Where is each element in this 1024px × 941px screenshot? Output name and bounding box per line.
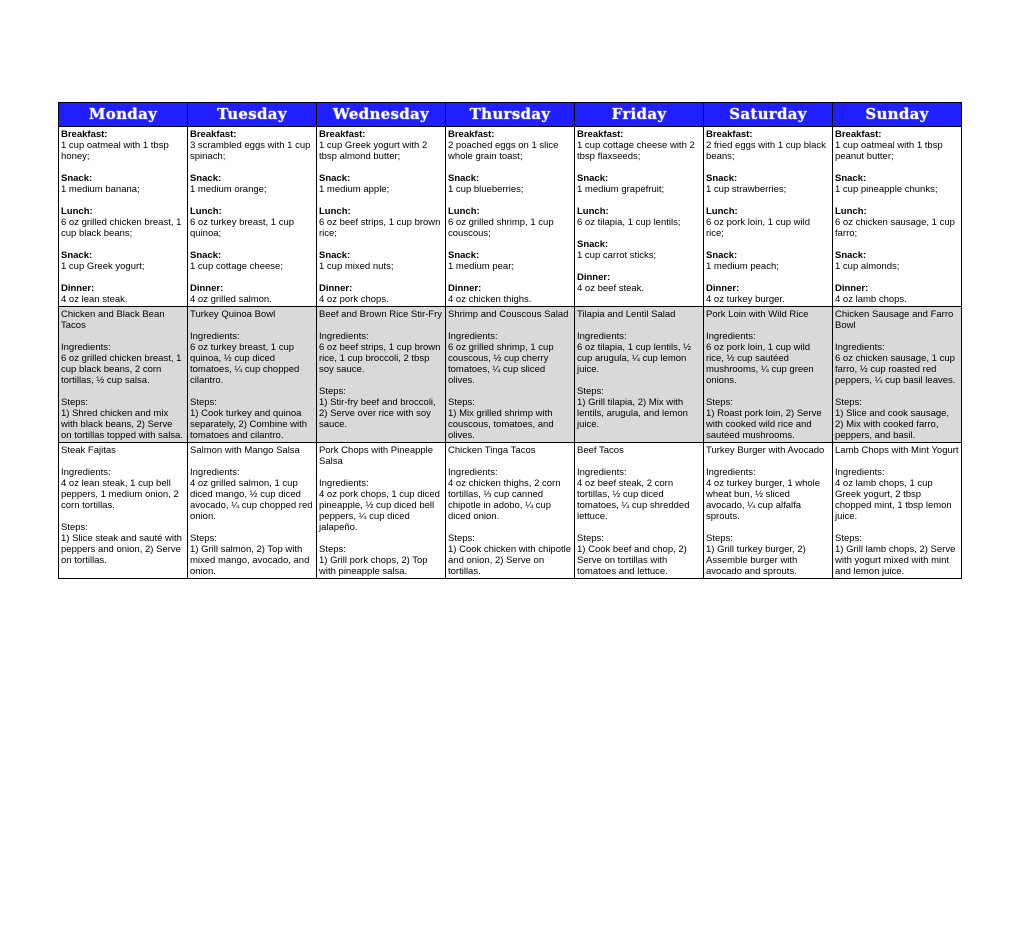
steps-label: Steps: — [190, 533, 217, 544]
lunch-label: Lunch: — [190, 206, 222, 217]
ingredients-text: 4 oz lamb chops, 1 cup Greek yogurt, 2 tbsp chopped mint, 1 tbsp lemon juice. — [835, 478, 952, 522]
snack1-text: 1 medium apple; — [319, 184, 390, 195]
recipe-title: Chicken and Black Bean Tacos — [61, 309, 165, 331]
steps-label: Steps: — [448, 397, 475, 408]
ingredients-label: Ingredients: — [319, 478, 369, 489]
dinner-text: 4 oz grilled salmon. — [190, 294, 272, 305]
steps-text: 1) Grill pork chops, 2) Top with pineapple salsa. — [319, 555, 428, 577]
lunch-recipe-cell-friday — [575, 307, 704, 443]
ingredients-label: Ingredients: — [190, 467, 240, 478]
day-header-friday: Friday — [575, 103, 704, 127]
meal-block-breakfast — [835, 129, 959, 162]
steps-label: Steps: — [706, 397, 733, 408]
day-header-tuesday: Tuesday — [188, 103, 317, 127]
breakfast-label: Breakfast: — [319, 129, 366, 140]
meal-block-snack1 — [190, 173, 314, 195]
meal-cell-saturday — [704, 127, 833, 307]
dinner-recipe-cell-sunday — [833, 443, 962, 579]
snack2-text: 1 medium peach; — [706, 261, 779, 272]
snack2-text: 1 medium pear; — [448, 261, 515, 272]
dinner-recipe-cell-monday — [59, 443, 188, 579]
recipe-title: Chicken Sausage and Farro Bowl — [835, 309, 954, 331]
day-header-monday: Monday — [59, 103, 188, 127]
meal-block-dinner — [190, 283, 314, 305]
meal-block-breakfast — [577, 129, 701, 162]
steps-label: Steps: — [577, 533, 604, 544]
steps-label: Steps: — [835, 397, 862, 408]
breakfast-text: 1 cup cottage cheese with 2 tbsp flaxseeds; — [577, 140, 695, 162]
ingredients-label: Ingredients: — [577, 331, 627, 342]
meal-cell-friday — [575, 127, 704, 307]
lunch-text: 6 oz grilled shrimp, 1 cup couscous; — [448, 217, 554, 239]
snack1-label: Snack: — [190, 173, 222, 184]
recipe-title: Turkey Burger with Avocado — [706, 445, 825, 456]
meal-block-lunch — [577, 206, 701, 228]
breakfast-text: 3 scrambled eggs with 1 cup spinach; — [190, 140, 311, 162]
snack2-label: Snack: — [448, 250, 480, 261]
snack2-label: Snack: — [835, 250, 867, 261]
lunch-text: 6 oz tilapia, 1 cup lentils; — [577, 217, 681, 228]
meal-cell-wednesday — [317, 127, 446, 307]
day-header-wednesday: Wednesday — [317, 103, 446, 127]
snack1-text: 1 cup strawberries; — [706, 184, 787, 195]
lunch-label: Lunch: — [448, 206, 480, 217]
snack1-text: 1 cup blueberries; — [448, 184, 524, 195]
meal-cell-thursday — [446, 127, 575, 307]
meal-block-snack2 — [448, 250, 572, 272]
meal-block-snack1 — [706, 173, 830, 195]
ingredients-text: 6 oz tilapia, 1 cup lentils, ½ cup arugula, ¼ cup lemon juice. — [577, 342, 692, 375]
snack1-label: Snack: — [577, 173, 609, 184]
steps-text: 1) Cook chicken with chipotle and onion, 2) Serve on tortillas. — [448, 544, 572, 577]
lunch-text: 6 oz beef strips, 1 cup brown rice; — [319, 217, 441, 239]
breakfast-label: Breakfast: — [835, 129, 882, 140]
lunch-recipe-cell-wednesday — [317, 307, 446, 443]
steps-label: Steps: — [448, 533, 475, 544]
snack1-label: Snack: — [61, 173, 93, 184]
breakfast-label: Breakfast: — [190, 129, 237, 140]
ingredients-label: Ingredients: — [835, 342, 885, 353]
dinner-label: Dinner: — [835, 283, 869, 294]
meal-cell-sunday — [833, 127, 962, 307]
lunch-recipe-cell-tuesday — [188, 307, 317, 443]
snack1-text: 1 cup pineapple chunks; — [835, 184, 938, 195]
dinner-label: Dinner: — [706, 283, 740, 294]
ingredients-label: Ingredients: — [61, 467, 111, 478]
meal-block-snack2 — [577, 239, 701, 261]
ingredients-label: Ingredients: — [448, 331, 498, 342]
recipe-title: Turkey Quinoa Bowl — [190, 309, 276, 320]
breakfast-label: Breakfast: — [448, 129, 495, 140]
steps-label: Steps: — [61, 397, 88, 408]
lunch-text: 6 oz grilled chicken breast, 1 cup black beans; — [61, 217, 182, 239]
snack2-label: Snack: — [61, 250, 93, 261]
snack2-text: 1 cup almonds; — [835, 261, 900, 272]
steps-text: 1) Grill salmon, 2) Top with mixed mango, avocado, and onion. — [190, 544, 310, 577]
recipe-title: Beef Tacos — [577, 445, 624, 456]
lunch-text: 6 oz turkey breast, 1 cup quinoa; — [190, 217, 295, 239]
ingredients-label: Ingredients: — [706, 467, 756, 478]
snack1-label: Snack: — [319, 173, 351, 184]
steps-label: Steps: — [61, 522, 88, 533]
snack2-label: Snack: — [190, 250, 222, 261]
ingredients-text: 4 oz lean steak, 1 cup bell peppers, 1 medium onion, 2 corn tortillas. — [61, 478, 179, 511]
recipe-title: Pork Loin with Wild Rice — [706, 309, 809, 320]
snack2-text: 1 cup cottage cheese; — [190, 261, 283, 272]
ingredients-label: Ingredients: — [61, 342, 111, 353]
lunch-label: Lunch: — [61, 206, 93, 217]
ingredients-text: 6 oz grilled chicken breast, 1 cup black beans, 2 corn tortillas, ½ cup salsa. — [61, 353, 182, 386]
breakfast-label: Breakfast: — [706, 129, 753, 140]
dinner-recipes-row — [59, 443, 962, 579]
recipe-title: Chicken Tinga Tacos — [448, 445, 536, 456]
ingredients-label: Ingredients: — [319, 331, 369, 342]
snack2-label: Snack: — [319, 250, 351, 261]
ingredients-text: 6 oz beef strips, 1 cup brown rice, 1 cup broccoli, 2 tbsp soy sauce. — [319, 342, 441, 375]
meal-block-dinner — [577, 272, 701, 294]
steps-text: 1) Slice and cook sausage, 2) Mix with cooked farro, peppers, and basil. — [835, 408, 950, 441]
breakfast-text: 1 cup oatmeal with 1 tbsp peanut butter; — [835, 140, 943, 162]
lunch-text: 6 oz pork loin, 1 cup wild rice; — [706, 217, 811, 239]
dinner-label: Dinner: — [577, 272, 611, 283]
snack2-text: 1 cup Greek yogurt; — [61, 261, 145, 272]
snack1-label: Snack: — [448, 173, 480, 184]
ingredients-text: 4 oz beef steak, 2 corn tortillas, ½ cup diced tomatoes, ¼ cup shredded lettuce. — [577, 478, 690, 522]
meal-block-breakfast — [190, 129, 314, 162]
ingredients-label: Ingredients: — [190, 331, 240, 342]
snack1-text: 1 medium grapefruit; — [577, 184, 665, 195]
steps-text: 1) Grill turkey burger, 2) Assemble burger with avocado and sprouts. — [706, 544, 806, 577]
ingredients-text: 4 oz turkey burger, 1 whole wheat bun, ½ sliced avocado, ¼ cup alfalfa sprouts. — [706, 478, 821, 522]
meal-block-dinner — [319, 283, 443, 305]
breakfast-label: Breakfast: — [577, 129, 624, 140]
meal-block-snack2 — [706, 250, 830, 272]
lunch-recipe-cell-monday — [59, 307, 188, 443]
lunch-text: 6 oz chicken sausage, 1 cup farro; — [835, 217, 955, 239]
breakfast-text: 1 cup Greek yogurt with 2 tbsp almond butter; — [319, 140, 428, 162]
lunch-label: Lunch: — [319, 206, 351, 217]
meal-block-dinner — [448, 283, 572, 305]
meal-block-dinner — [706, 283, 830, 305]
ingredients-text: 6 oz grilled shrimp, 1 cup couscous, ½ cup cherry tomatoes, ¼ cup sliced olives. — [448, 342, 554, 386]
steps-text: 1) Cook turkey and quinoa separately, 2) Combine with tomatoes and cilantro. — [190, 408, 308, 441]
steps-text: 1) Slice steak and sauté with peppers and onion, 2) Serve on tortillas. — [61, 533, 182, 566]
lunch-recipes-row — [59, 307, 962, 443]
dinner-text: 4 oz beef steak. — [577, 283, 645, 294]
meal-plan-table — [58, 102, 962, 579]
lunch-label: Lunch: — [835, 206, 867, 217]
dinner-recipe-cell-thursday — [446, 443, 575, 579]
lunch-label: Lunch: — [706, 206, 738, 217]
breakfast-text: 2 poached eggs on 1 slice whole grain toast; — [448, 140, 559, 162]
dinner-text: 4 oz pork chops. — [319, 294, 389, 305]
ingredients-text: 6 oz chicken sausage, 1 cup farro, ½ cup roasted red peppers, ¼ cup basil leaves. — [835, 353, 956, 386]
meal-block-snack1 — [835, 173, 959, 195]
meal-block-snack2 — [190, 250, 314, 272]
meal-block-snack2 — [835, 250, 959, 272]
dinner-label: Dinner: — [319, 283, 353, 294]
dinner-recipe-cell-tuesday — [188, 443, 317, 579]
snack1-text: 1 medium banana; — [61, 184, 140, 195]
snack2-text: 1 cup mixed nuts; — [319, 261, 394, 272]
ingredients-text: 4 oz pork chops, 1 cup diced pineapple, ½ cup diced bell peppers, ¼ cup diced jalapeño. — [319, 489, 440, 533]
meal-block-lunch — [448, 206, 572, 239]
dinner-recipe-cell-friday — [575, 443, 704, 579]
meal-cell-monday — [59, 127, 188, 307]
meal-block-lunch — [61, 206, 185, 239]
meal-block-dinner — [835, 283, 959, 305]
recipe-title: Lamb Chops with Mint Yogurt — [835, 445, 959, 456]
ingredients-text: 6 oz pork loin, 1 cup wild rice, ½ cup sautéed mushrooms, ¼ cup green onions. — [706, 342, 814, 386]
ingredients-label: Ingredients: — [577, 467, 627, 478]
snack2-label: Snack: — [706, 250, 738, 261]
ingredients-label: Ingredients: — [706, 331, 756, 342]
meal-block-breakfast — [448, 129, 572, 162]
steps-text: 1) Mix grilled shrimp with couscous, tomatoes, and olives. — [448, 408, 554, 441]
meal-block-breakfast — [61, 129, 185, 162]
steps-text: 1) Grill tilapia, 2) Mix with lentils, arugula, and lemon juice. — [577, 397, 688, 430]
steps-label: Steps: — [319, 386, 346, 397]
dinner-text: 4 oz chicken thighs. — [448, 294, 532, 305]
ingredients-text: 6 oz turkey breast, 1 cup quinoa, ½ cup diced tomatoes, ¼ cup chopped cilantro. — [190, 342, 300, 386]
dinner-text: 4 oz lean steak. — [61, 294, 128, 305]
meal-block-snack1 — [577, 173, 701, 195]
recipe-title: Shrimp and Couscous Salad — [448, 309, 569, 320]
steps-label: Steps: — [190, 397, 217, 408]
lunch-recipe-cell-saturday — [704, 307, 833, 443]
meal-cell-tuesday — [188, 127, 317, 307]
lunch-label: Lunch: — [577, 206, 609, 217]
meal-block-breakfast — [706, 129, 830, 162]
dinner-recipe-cell-wednesday — [317, 443, 446, 579]
day-header-thursday: Thursday — [446, 103, 575, 127]
steps-label: Steps: — [706, 533, 733, 544]
snack1-label: Snack: — [835, 173, 867, 184]
steps-label: Steps: — [319, 544, 346, 555]
breakfast-text: 1 cup oatmeal with 1 tbsp honey; — [61, 140, 169, 162]
day-header-saturday: Saturday — [704, 103, 833, 127]
meal-block-lunch — [319, 206, 443, 239]
dinner-recipe-cell-saturday — [704, 443, 833, 579]
steps-text: 1) Stir-fry beef and broccoli, 2) Serve over rice with soy sauce. — [319, 397, 436, 430]
day-header-sunday: Sunday — [833, 103, 962, 127]
recipe-title: Steak Fajitas — [61, 445, 116, 456]
dinner-text: 4 oz turkey burger. — [706, 294, 785, 305]
snack2-text: 1 cup carrot sticks; — [577, 250, 657, 261]
meal-block-snack1 — [448, 173, 572, 195]
recipe-title: Pork Chops with Pineapple Salsa — [319, 445, 434, 467]
lunch-recipe-cell-thursday — [446, 307, 575, 443]
ingredients-label: Ingredients: — [835, 467, 885, 478]
steps-text: 1) Roast pork loin, 2) Serve with cooked wild rice and sautéed mushrooms. — [706, 408, 822, 441]
ingredients-text: 4 oz chicken thighs, 2 corn tortillas, ⅓ cup canned chipotle in adobo, ¼ cup diced onion. — [448, 478, 561, 522]
recipe-title: Tilapia and Lentil Salad — [577, 309, 676, 320]
steps-text: 1) Cook beef and chop, 2) Serve on tortillas with tomatoes and lettuce. — [577, 544, 687, 577]
steps-label: Steps: — [835, 533, 862, 544]
day-header-row — [59, 103, 962, 127]
meal-block-dinner — [61, 283, 185, 305]
steps-label: Steps: — [577, 386, 604, 397]
breakfast-text: 2 fried eggs with 1 cup black beans; — [706, 140, 826, 162]
snack2-label: Snack: — [577, 239, 609, 250]
steps-text: 1) Shred chicken and mix with black beans, 2) Serve on tortillas topped with salsa. — [61, 408, 183, 441]
recipe-title: Salmon with Mango Salsa — [190, 445, 300, 456]
snack1-text: 1 medium orange; — [190, 184, 267, 195]
ingredients-text: 4 oz grilled salmon, 1 cup diced mango, ½ cup diced avocado, ¼ cup chopped red onion. — [190, 478, 313, 522]
ingredients-label: Ingredients: — [448, 467, 498, 478]
meal-block-lunch — [835, 206, 959, 239]
meal-block-snack1 — [319, 173, 443, 195]
recipe-title: Beef and Brown Rice Stir-Fry — [319, 309, 443, 320]
meal-block-lunch — [190, 206, 314, 239]
lunch-recipe-cell-sunday — [833, 307, 962, 443]
meal-block-snack2 — [61, 250, 185, 272]
meal-block-breakfast — [319, 129, 443, 162]
meal-block-lunch — [706, 206, 830, 239]
breakfast-label: Breakfast: — [61, 129, 108, 140]
daily-meals-row — [59, 127, 962, 307]
steps-text: 1) Grill lamb chops, 2) Serve with yogurt mixed with mint and lemon juice. — [835, 544, 956, 577]
dinner-label: Dinner: — [190, 283, 224, 294]
meal-block-snack1 — [61, 173, 185, 195]
dinner-label: Dinner: — [448, 283, 482, 294]
meal-block-snack2 — [319, 250, 443, 272]
snack1-label: Snack: — [706, 173, 738, 184]
dinner-text: 4 oz lamb chops. — [835, 294, 907, 305]
dinner-label: Dinner: — [61, 283, 95, 294]
